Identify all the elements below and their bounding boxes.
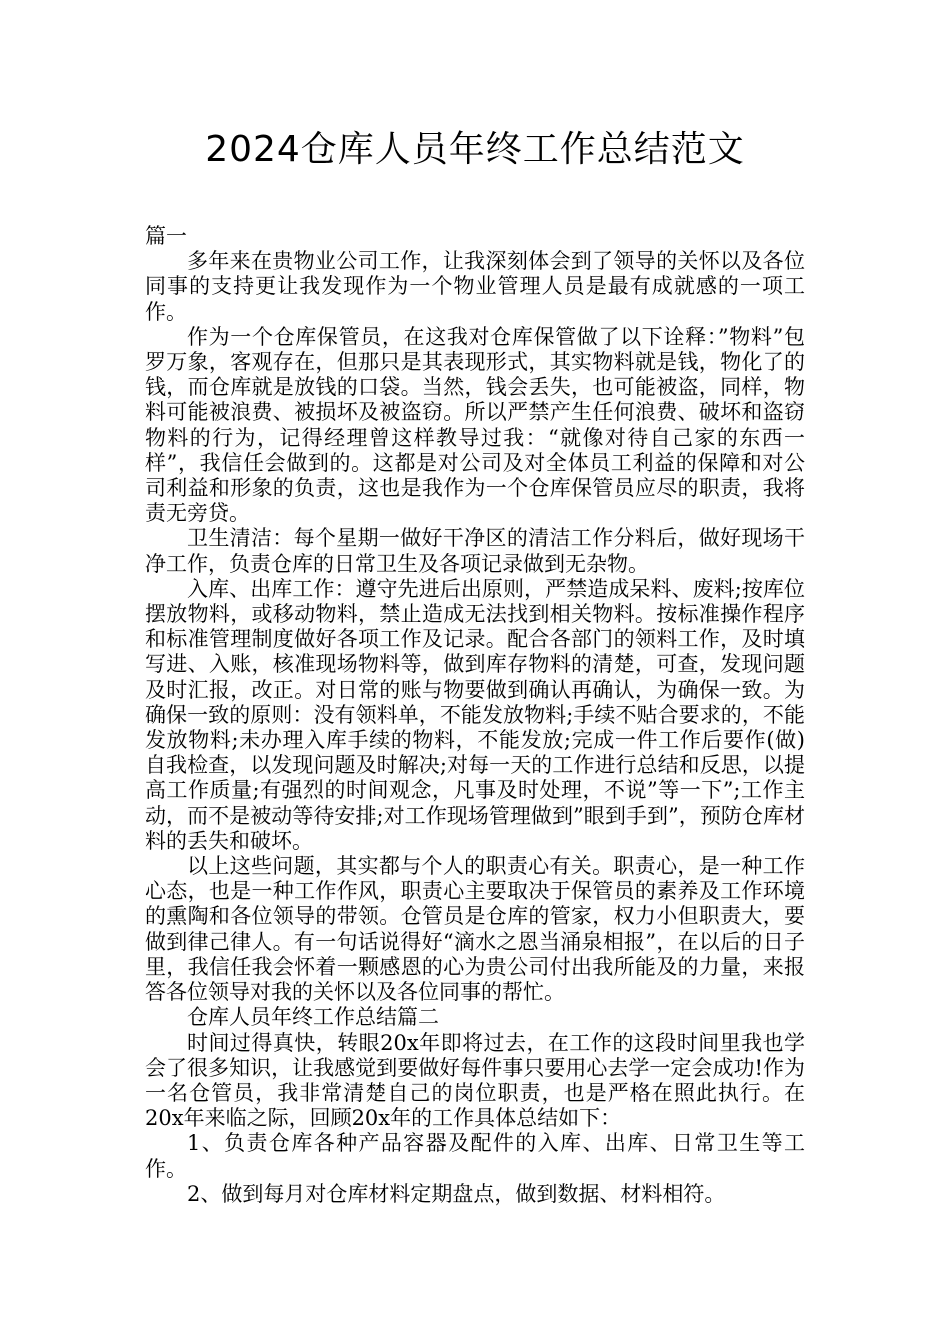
document-title: 2024仓库人员年终工作总结范文 (205, 129, 745, 170)
body-paragraph: 多年来在贵物业公司工作，让我深刻体会到了领导的关怀以及各位同事的支持更让我发现作为一个物业管理人员是最有成就感的一项工作。 (145, 249, 805, 324)
body-paragraph: 卫生清洁：每个星期一做好干净区的清洁工作分料后，做好现场干净工作，负责仓库的日常卫生及各项记录做到无杂物。 (145, 526, 805, 576)
body-paragraph: 仓库人员年终工作总结篇二 (187, 1005, 439, 1030)
body-paragraph: 作为一个仓库保管员，在这我对仓库保管做了以下诠释：”物料”包罗万象，客观存在，但那只是其表现形式，其实物料就是钱，物化了的钱，而仓库就是放钱的口袋。当然，钱会丢失，也可能被盗，同样，物料可能被浪费、被损坏及被盗窃。所以严禁产生任何浪费、破坏和盗窃物料的行为，记得经理曾这样教导过我：“就像对待自己家的东西一样”，我信任会做到的。这都是对公司及对全体员工利益的保障和对公司利益和形象的负责，这也是我作为一个仓库保管员应尽的职责，我将责无旁贷。 (145, 324, 805, 526)
body-paragraph: 1、负责仓库各种产品容器及配件的入库、出库、日常卫生等工作。 (145, 1131, 805, 1181)
body-paragraph: 时间过得真快，转眼20x年即将过去，在工作的这段时间里我也学会了很多知识，让我感觉到要做好每件事只要用心去学一定会成功!作为一名仓管员，我非常清楚自己的岗位职责，也是严格在照此执行。在20x年来临之际，回顾20x年的工作具体总结如下： (145, 1030, 805, 1131)
document-body (145, 224, 805, 1207)
body-paragraph: 2、做到每月对仓库材料定期盘点，做到数据、材料相符。 (187, 1181, 726, 1206)
body-paragraph: 以上这些问题，其实都与个人的职责心有关。职责心，是一种工作心态，也是一种工作作风，职责心主要取决于保管员的素养及工作环境的熏陶和各位领导的带领。仓管员是仓库的管家，权力小但职责大，要做到律己律人。有一句话说得好“滴水之恩当涌泉相报”，在以后的日子里，我信任我会怀着一颗感恩的心为贵公司付出我所能及的力量，来报答各位领导对我的关怀以及各位同事的帮忙。 (145, 854, 805, 1005)
body-paragraph: 入库、出库工作：遵守先进后出原则，严禁造成呆料、废料;按库位摆放物料，或移动物料，禁止造成无法找到相关物料。按标准操作程序和标准管理制度做好各项工作及记录。配合各部门的领料工作，及时填写进、入账，核准现场物料等，做到库存物料的清楚，可查，发现问题及时汇报，改正。对日常的账与物要做到确认再确认，为确保一致。为确保一致的原则：没有领料单，不能发放物料;手续不贴合要求的，不能发放物料;未办理入库手续的物料，不能发放;完成一件工作后要作(做)自我检查，以发现问题及时解决;对每一天的工作进行总结和反思，以提高工作质量;有强烈的时间观念，凡事及时处理，不说”等一下”;工作主动，而不是被动等待安排;对工作现场管理做到”眼到手到”，预防仓库材料的丢失和破坏。 (145, 576, 805, 853)
section-heading: 篇一 (145, 224, 187, 248)
